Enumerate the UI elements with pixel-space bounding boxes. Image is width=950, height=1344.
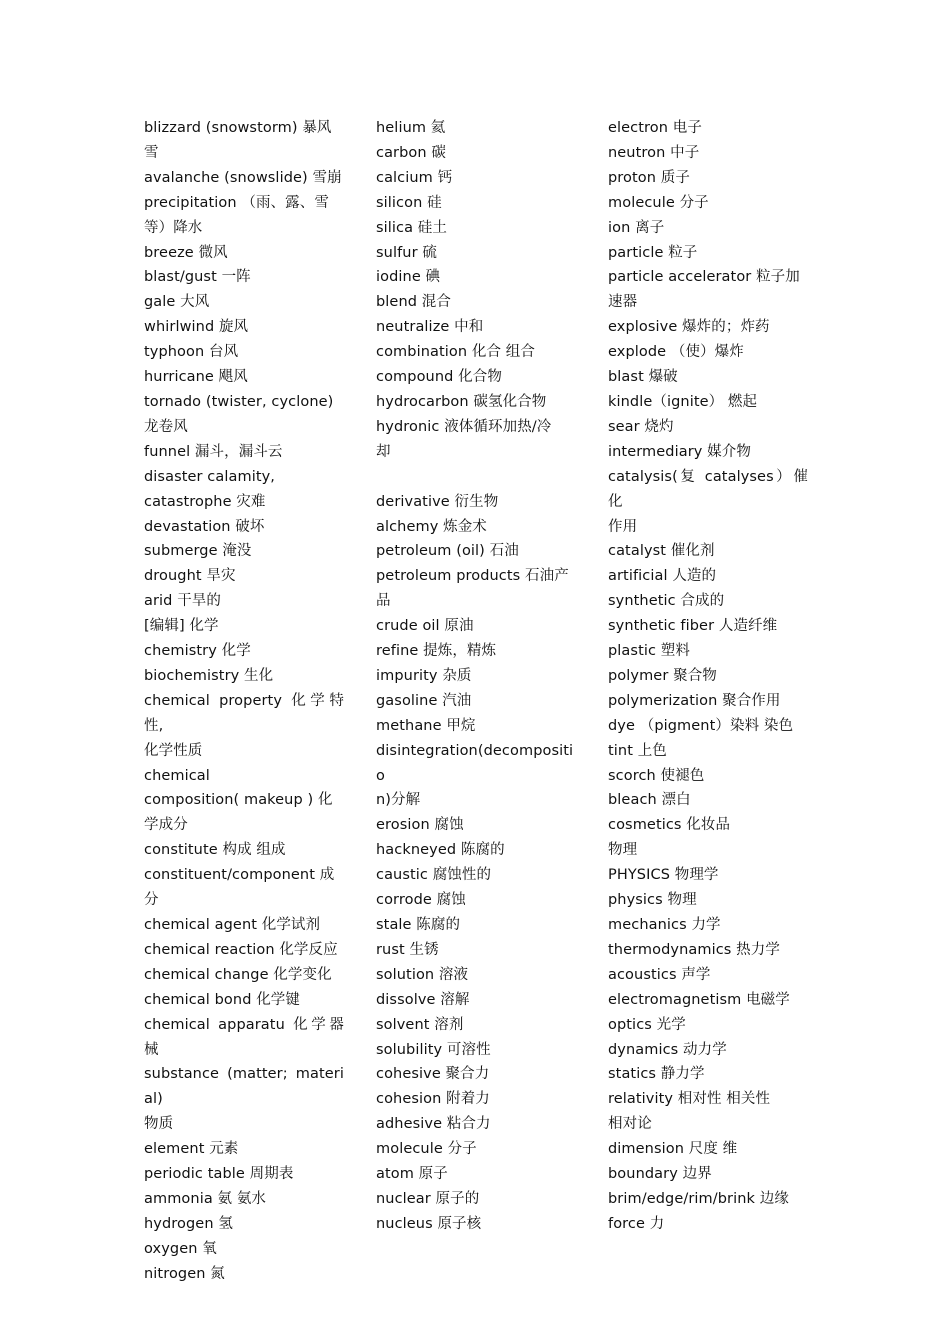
glossary-entry: gale 大风 (144, 294, 210, 311)
glossary-entry: helium 氦 (376, 120, 446, 136)
glossary-entry: chemical agent 化学试剂 (144, 917, 321, 933)
glossary-entry: dimension 尺度 维 (608, 1141, 738, 1158)
glossary-entry: mechanics 力学 (608, 917, 721, 933)
glossary-entry: devastation 破坏 (144, 518, 265, 535)
glossary-entry: blend 混合 (376, 294, 451, 311)
glossary-entry (376, 465, 576, 490)
glossary-entry: petroleum products 石油产 品 (376, 568, 569, 610)
glossary-entry: hydrocarbon 碳氢化合物 (376, 393, 547, 410)
glossary-entry: sear 烧灼 (608, 418, 674, 435)
glossary-entry: precipitation （雨、露、雪 等）降水 (144, 194, 329, 236)
glossary-entry: caustic 腐蚀性的 (376, 867, 492, 884)
glossary-entry: constituent/component 成 分 (144, 867, 335, 909)
glossary-entry: constitute 构成 组成 (144, 842, 286, 859)
glossary-entry: chemistry 化学 (144, 643, 251, 660)
glossary-entry: erosion 腐蚀 (376, 817, 464, 834)
glossary-entry: chemical bond 化学键 (144, 991, 301, 1008)
glossary-entry: proton 质子 (608, 169, 690, 186)
glossary-entry: optics 光学 (608, 1016, 686, 1033)
glossary-entry: chemical property 化学特性, 化学性质 (144, 692, 344, 759)
glossary-entry: alchemy 炼金术 (376, 518, 487, 535)
glossary-entry: brim/edge/rim/brink 边缘 (608, 1190, 789, 1207)
glossary-entry: derivative 衍生物 (376, 493, 499, 510)
glossary-entry: sulfur 硫 (376, 244, 437, 261)
glossary-entry: chemical composition( makeup ) 化 学成分 (144, 767, 333, 834)
glossary-entry: solubility 可溶性 (376, 1041, 491, 1058)
glossary-entry: 物理 (608, 842, 638, 859)
glossary-entry: boundary 边界 (608, 1166, 712, 1183)
glossary-entry: drought 旱灾 (144, 568, 236, 585)
glossary-entry: blizzard (snowstorm) 暴风 雪 (144, 120, 332, 161)
glossary-entry: rust 生锈 (376, 941, 439, 958)
glossary-entry: [编辑] 化学 (144, 618, 219, 635)
glossary-entry: disaster calamity, catastrophe 灾难 (144, 468, 276, 510)
glossary-entry: silicon 硅 (376, 194, 442, 211)
glossary-entry: bleach 漂白 (608, 792, 691, 809)
glossary-entry: whirlwind 旋风 (144, 319, 249, 336)
glossary-entry: compound 化合物 (376, 369, 502, 386)
glossary-entry: electron 电子 (608, 120, 702, 136)
glossary-column-3 (608, 116, 808, 1237)
glossary-entry: kindle（ignite） 燃起 (608, 393, 758, 410)
glossary-entry: element 元素 (144, 1141, 239, 1158)
glossary-entry: methane 甲烷 (376, 717, 476, 734)
glossary-entry: nuclear 原子的 (376, 1190, 480, 1207)
glossary-entry: intermediary 媒介物 (608, 443, 751, 460)
glossary-entry: combination 化合 组合 (376, 344, 535, 361)
glossary-entry: polymerization 聚合作用 (608, 692, 781, 709)
glossary-entry: stale 陈腐的 (376, 917, 461, 933)
glossary-entry: solvent 溶剂 (376, 1016, 464, 1033)
glossary-entry: periodic table 周期表 (144, 1166, 294, 1183)
glossary-entry: ammonia 氨 氨水 (144, 1190, 267, 1207)
glossary-entry: silica 硅土 (376, 219, 448, 236)
glossary-entry: polymer 聚合物 (608, 667, 717, 684)
glossary-entry: breeze 微风 (144, 244, 228, 261)
glossary-entry: funnel 漏斗，漏斗云 (144, 443, 283, 460)
glossary-entry: cohesion 附着力 (376, 1091, 490, 1108)
glossary-entry: thermodynamics 热力学 (608, 941, 780, 958)
glossary-entry: dynamics 动力学 (608, 1041, 727, 1058)
glossary-entry: tornado (twister, cyclone) 龙卷风 (144, 393, 334, 435)
glossary-entry: neutralize 中和 (376, 319, 484, 336)
glossary-entry: iodine 碘 (376, 269, 441, 286)
glossary-entry: nitrogen 氮 (144, 1265, 225, 1282)
glossary-entry: dissolve 溶解 (376, 991, 470, 1008)
glossary-entry: molecule 分子 (608, 194, 709, 211)
glossary-entry: cosmetics 化妆品 (608, 817, 731, 834)
glossary-entry: physics 物理 (608, 892, 697, 909)
glossary-entry: substance (matter; material) 物质 (144, 1066, 344, 1133)
glossary-entry: plastic 塑料 (608, 643, 690, 660)
glossary-entry: hackneyed 陈腐的 (376, 842, 505, 859)
glossary-entry: typhoon 台风 (144, 344, 239, 361)
glossary-entry: cohesive 聚合力 (376, 1066, 490, 1083)
glossary-entry: submerge 淹没 (144, 543, 252, 560)
glossary-entry: neutron 中子 (608, 144, 700, 161)
glossary-entry: electromagnetism 电磁学 (608, 991, 790, 1008)
glossary-entry: disintegration(decompositio n)分解 (376, 742, 574, 809)
glossary-entry: chemical apparatu 化学器械 (144, 1016, 344, 1058)
glossary-entry: crude oil 原油 (376, 618, 474, 635)
glossary-entry: catalysis(复 catalyses）催化 作用 (608, 468, 808, 535)
glossary-entry: explode （使）爆炸 (608, 344, 744, 361)
glossary-entry: oxygen 氧 (144, 1240, 217, 1257)
glossary-entry: catalyst 催化剂 (608, 543, 715, 560)
glossary-entry: solution 溶液 (376, 966, 469, 983)
glossary-column-1 (144, 116, 344, 1287)
glossary-entry: carbon 碳 (376, 144, 446, 161)
glossary-entry: PHYSICS 物理学 (608, 867, 719, 884)
glossary-entry: atom 原子 (376, 1166, 448, 1183)
glossary-entry: blast/gust 一阵 (144, 269, 251, 286)
glossary-entry: chemical reaction 化学反应 (144, 941, 338, 958)
glossary-entry: biochemistry 生化 (144, 667, 274, 684)
glossary-entry: hydronic 液体循环加热/冷 却 (376, 418, 552, 460)
glossary-entry: molecule 分子 (376, 1141, 477, 1158)
glossary-entry: relativity 相对性 相关性 相对论 (608, 1091, 771, 1133)
glossary-entry: tint 上色 (608, 742, 667, 759)
glossary-entry: synthetic 合成的 (608, 593, 725, 610)
glossary-entry: petroleum (oil) 石油 (376, 543, 519, 560)
glossary-entry: force 力 (608, 1215, 665, 1232)
glossary-entry: adhesive 粘合力 (376, 1116, 491, 1133)
glossary-entry: statics 静力学 (608, 1066, 705, 1083)
glossary-entry: calcium 钙 (376, 169, 453, 186)
glossary-entry: artificial 人造的 (608, 568, 717, 585)
glossary-entry: scorch 使褪色 (608, 767, 705, 784)
glossary-entry: refine 提炼，精炼 (376, 643, 497, 660)
glossary-entry: synthetic fiber 人造纤维 (608, 618, 778, 635)
glossary-entry: hydrogen 氢 (144, 1215, 233, 1232)
glossary-entry: acoustics 声学 (608, 966, 711, 983)
glossary-column-2 (376, 116, 576, 1237)
glossary-entry: particle accelerator 粒子加 速器 (608, 269, 800, 311)
glossary-entry: corrode 腐蚀 (376, 892, 466, 909)
glossary-entry: explosive 爆炸的；炸药 (608, 319, 770, 336)
glossary-entry: particle 粒子 (608, 244, 698, 261)
glossary-entry: chemical change 化学变化 (144, 966, 332, 983)
glossary-entry: nucleus 原子核 (376, 1215, 482, 1232)
glossary-entry: blast 爆破 (608, 369, 678, 386)
glossary-entry: arid 干旱的 (144, 593, 221, 610)
glossary-entry: avalanche (snowslide) 雪崩 (144, 169, 342, 186)
glossary-entry: impurity 杂质 (376, 667, 472, 684)
glossary-entry: gasoline 汽油 (376, 692, 472, 709)
glossary-entry: dye （pigment）染料 染色 (608, 717, 794, 734)
glossary-entry: ion 离子 (608, 219, 665, 236)
glossary-entry: hurricane 飓风 (144, 369, 248, 386)
